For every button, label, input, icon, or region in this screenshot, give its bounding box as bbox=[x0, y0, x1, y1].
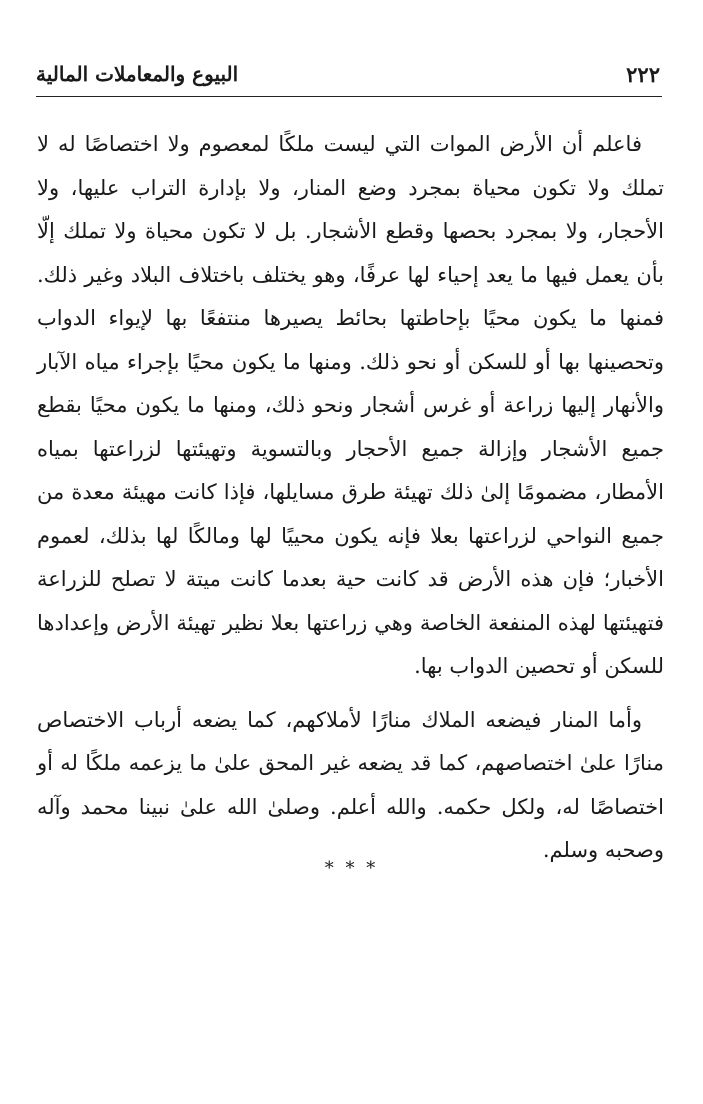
body-text bbox=[37, 123, 664, 873]
paragraph-2: وأما المنار فيضعه الملاك منارًا لأملاكهم، كما يضعه أرباب الاختصاص منارًا علىٰ اختصاصهم، كما قد يضعه غير المحق علىٰ ما يزعمه ملكًا له أو اختصاصًا له، ولكل حكمه. والله أعلم. وصلىٰ الله علىٰ نبينا محمد وآله وصحبه وسلم. bbox=[37, 707, 664, 862]
section-separator: * * * bbox=[324, 858, 379, 879]
running-title: البيوع والمعاملات المالية bbox=[36, 62, 239, 86]
page-number: ٢٢٢ bbox=[626, 62, 660, 87]
page-header bbox=[36, 60, 660, 94]
paragraph-1: فاعلم أن الأرض الموات التي ليست ملكًا لمعصوم ولا اختصاصًا له لا تملك ولا تكون محياة بمجرد وضع المنار، ولا بإدارة التراب عليها، ولا الأحجار، ولا بمجرد بحصها وقطع الأشجار. بل لا تكون محياة ولا تملك إلّا بأن يعمل فيها ما يعد إحياء لها عرفًا، وهو يختلف باختلاف البلاد وغير ذلك. فمنها ما يكون محيًا بإحاطتها بحائط يصيرها منتفعًا بها لإيواء الدواب وتحصينها بها أو للسكن أو نحو ذلك. ومنها ما يكون محيًا بإجراء مياه الآبار والأنهار إليها زراعة أو غرس أشجار ونحو ذلك، ومنها ما يكون محيًا بقطع جميع الأشجار وإزالة جميع الأحجار وبالتسوية وتهيئتها لزراعتها بمياه الأمطار، مضمومًا إلىٰ ذلك تهيئة طرق مسايلها، فإذا كانت مهيئة معدة من جميع النواحي لزراعتها بعلا فإنه يكون محييًا لها ومالكًا لها بذلك، لعموم الأخبار؛ فإن هذه الأرض قد كانت حية بعدما كانت ميتة لا تصلح للزراعة فتهيئتها لهذه المنفعة الخاصة وهي زراعتها بعلا نظير تهيئة الأرض وإعدادها للسكن أو تحصين الدواب بها. bbox=[37, 132, 664, 678]
header-rule bbox=[36, 96, 662, 97]
